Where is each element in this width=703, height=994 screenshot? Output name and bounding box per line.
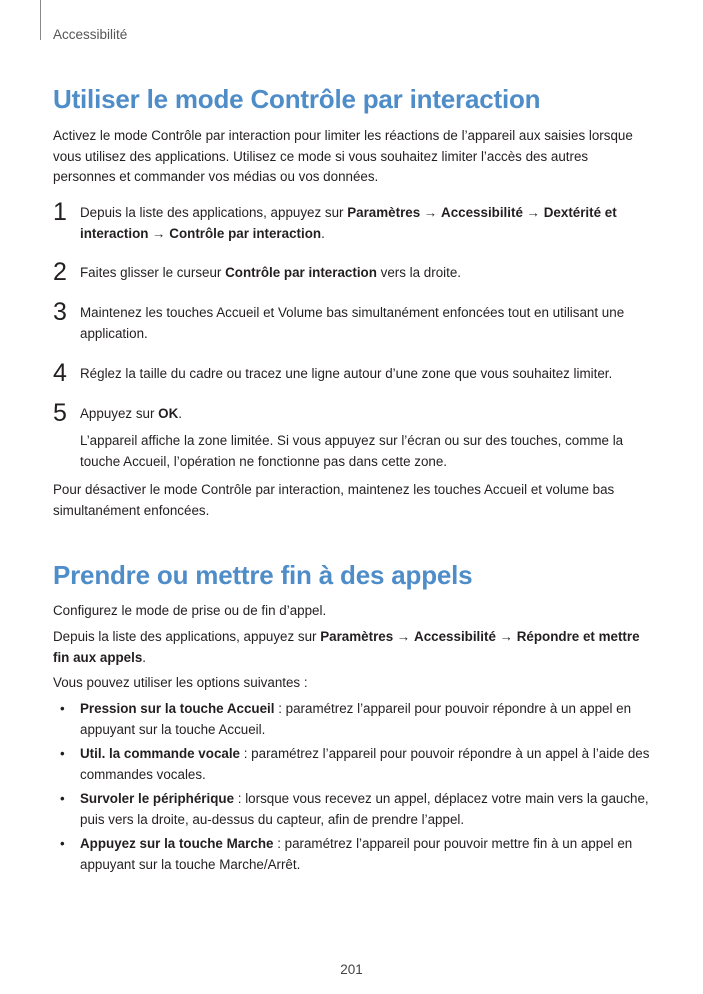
step-text: Réglez la taille du cadre ou tracez une ligne autour d’une zone que vous souhaitez limiter. — [80, 366, 613, 381]
section-title-appels: Prendre ou mettre fin à des appels — [53, 560, 473, 590]
step-number: 4 — [53, 359, 67, 387]
step-number: 3 — [53, 298, 67, 326]
step-note: L’appareil affiche la zone limitée. Si vous appuyez sur l’écran ou sur des touches, comme la touche Accueil, l’opération ne fonctionne pas dans cette zone. — [80, 433, 624, 469]
section1-intro: Activez le mode Contrôle par interaction pour limiter les réactions de l’appareil aux saisies lorsque vous utilisez des applications. Utilisez ce mode si vous souhaitez limiter l’accès des autres personnes et commander vos médias ou vos données. — [53, 128, 633, 184]
section1-outro: Pour désactiver le mode Contrôle par interaction, maintenez les touches Accueil et volume bas simultanément enfoncées. — [53, 482, 615, 518]
step-text: Maintenez les touches Accueil et Volume bas simultanément enfoncées tout en utilisant une application. — [80, 305, 625, 341]
bullet-icon: • — [60, 791, 65, 806]
option-text: Util. la commande vocale : paramétrez l’appareil pour pouvoir répondre à un appel à l’aide des commandes vocales. — [80, 746, 650, 782]
bullet-icon: • — [60, 701, 65, 716]
step-number: 5 — [53, 399, 67, 427]
section2-intro: Configurez le mode de prise ou de fin d’appel. — [53, 603, 327, 618]
page-number: 201 — [340, 962, 363, 977]
step-number: 2 — [53, 258, 67, 286]
step-text: Faites glisser le curseur Contrôle par interaction vers la droite. — [80, 265, 462, 280]
options-intro: Vous pouvez utiliser les options suivantes : — [53, 675, 308, 690]
step-text: Appuyez sur OK. — [80, 406, 182, 421]
bullet-icon: • — [60, 746, 65, 761]
step-text: Depuis la liste des applications, appuyez sur Paramètres → Accessibilité → Dextérité et interaction → Contrôle par interaction. — [80, 205, 617, 241]
bullet-icon: • — [60, 836, 65, 851]
step-number: 1 — [53, 198, 67, 226]
option-text: Survoler le périphérique : lorsque vous recevez un appel, déplacez votre main vers la gauche, puis vers la droite, au-dessus du capteur, afin de prendre l’appel. — [80, 791, 649, 827]
settings-path: Depuis la liste des applications, appuyez sur Paramètres → Accessibilité → Répondre et mettre fin aux appels. — [53, 629, 640, 665]
section-header: Accessibilité — [53, 27, 128, 42]
section-title-controle-interaction: Utiliser le mode Contrôle par interaction — [53, 84, 541, 114]
option-text: Appuyez sur la touche Marche : paramétrez l’appareil pour pouvoir mettre fin à un appel en appuyant sur la touche Marche/Arrêt. — [80, 836, 633, 872]
option-text: Pression sur la touche Accueil : paramétrez l’appareil pour pouvoir répondre à un appel en appuyant sur la touche Accueil. — [80, 701, 632, 737]
header-divider — [40, 0, 41, 40]
